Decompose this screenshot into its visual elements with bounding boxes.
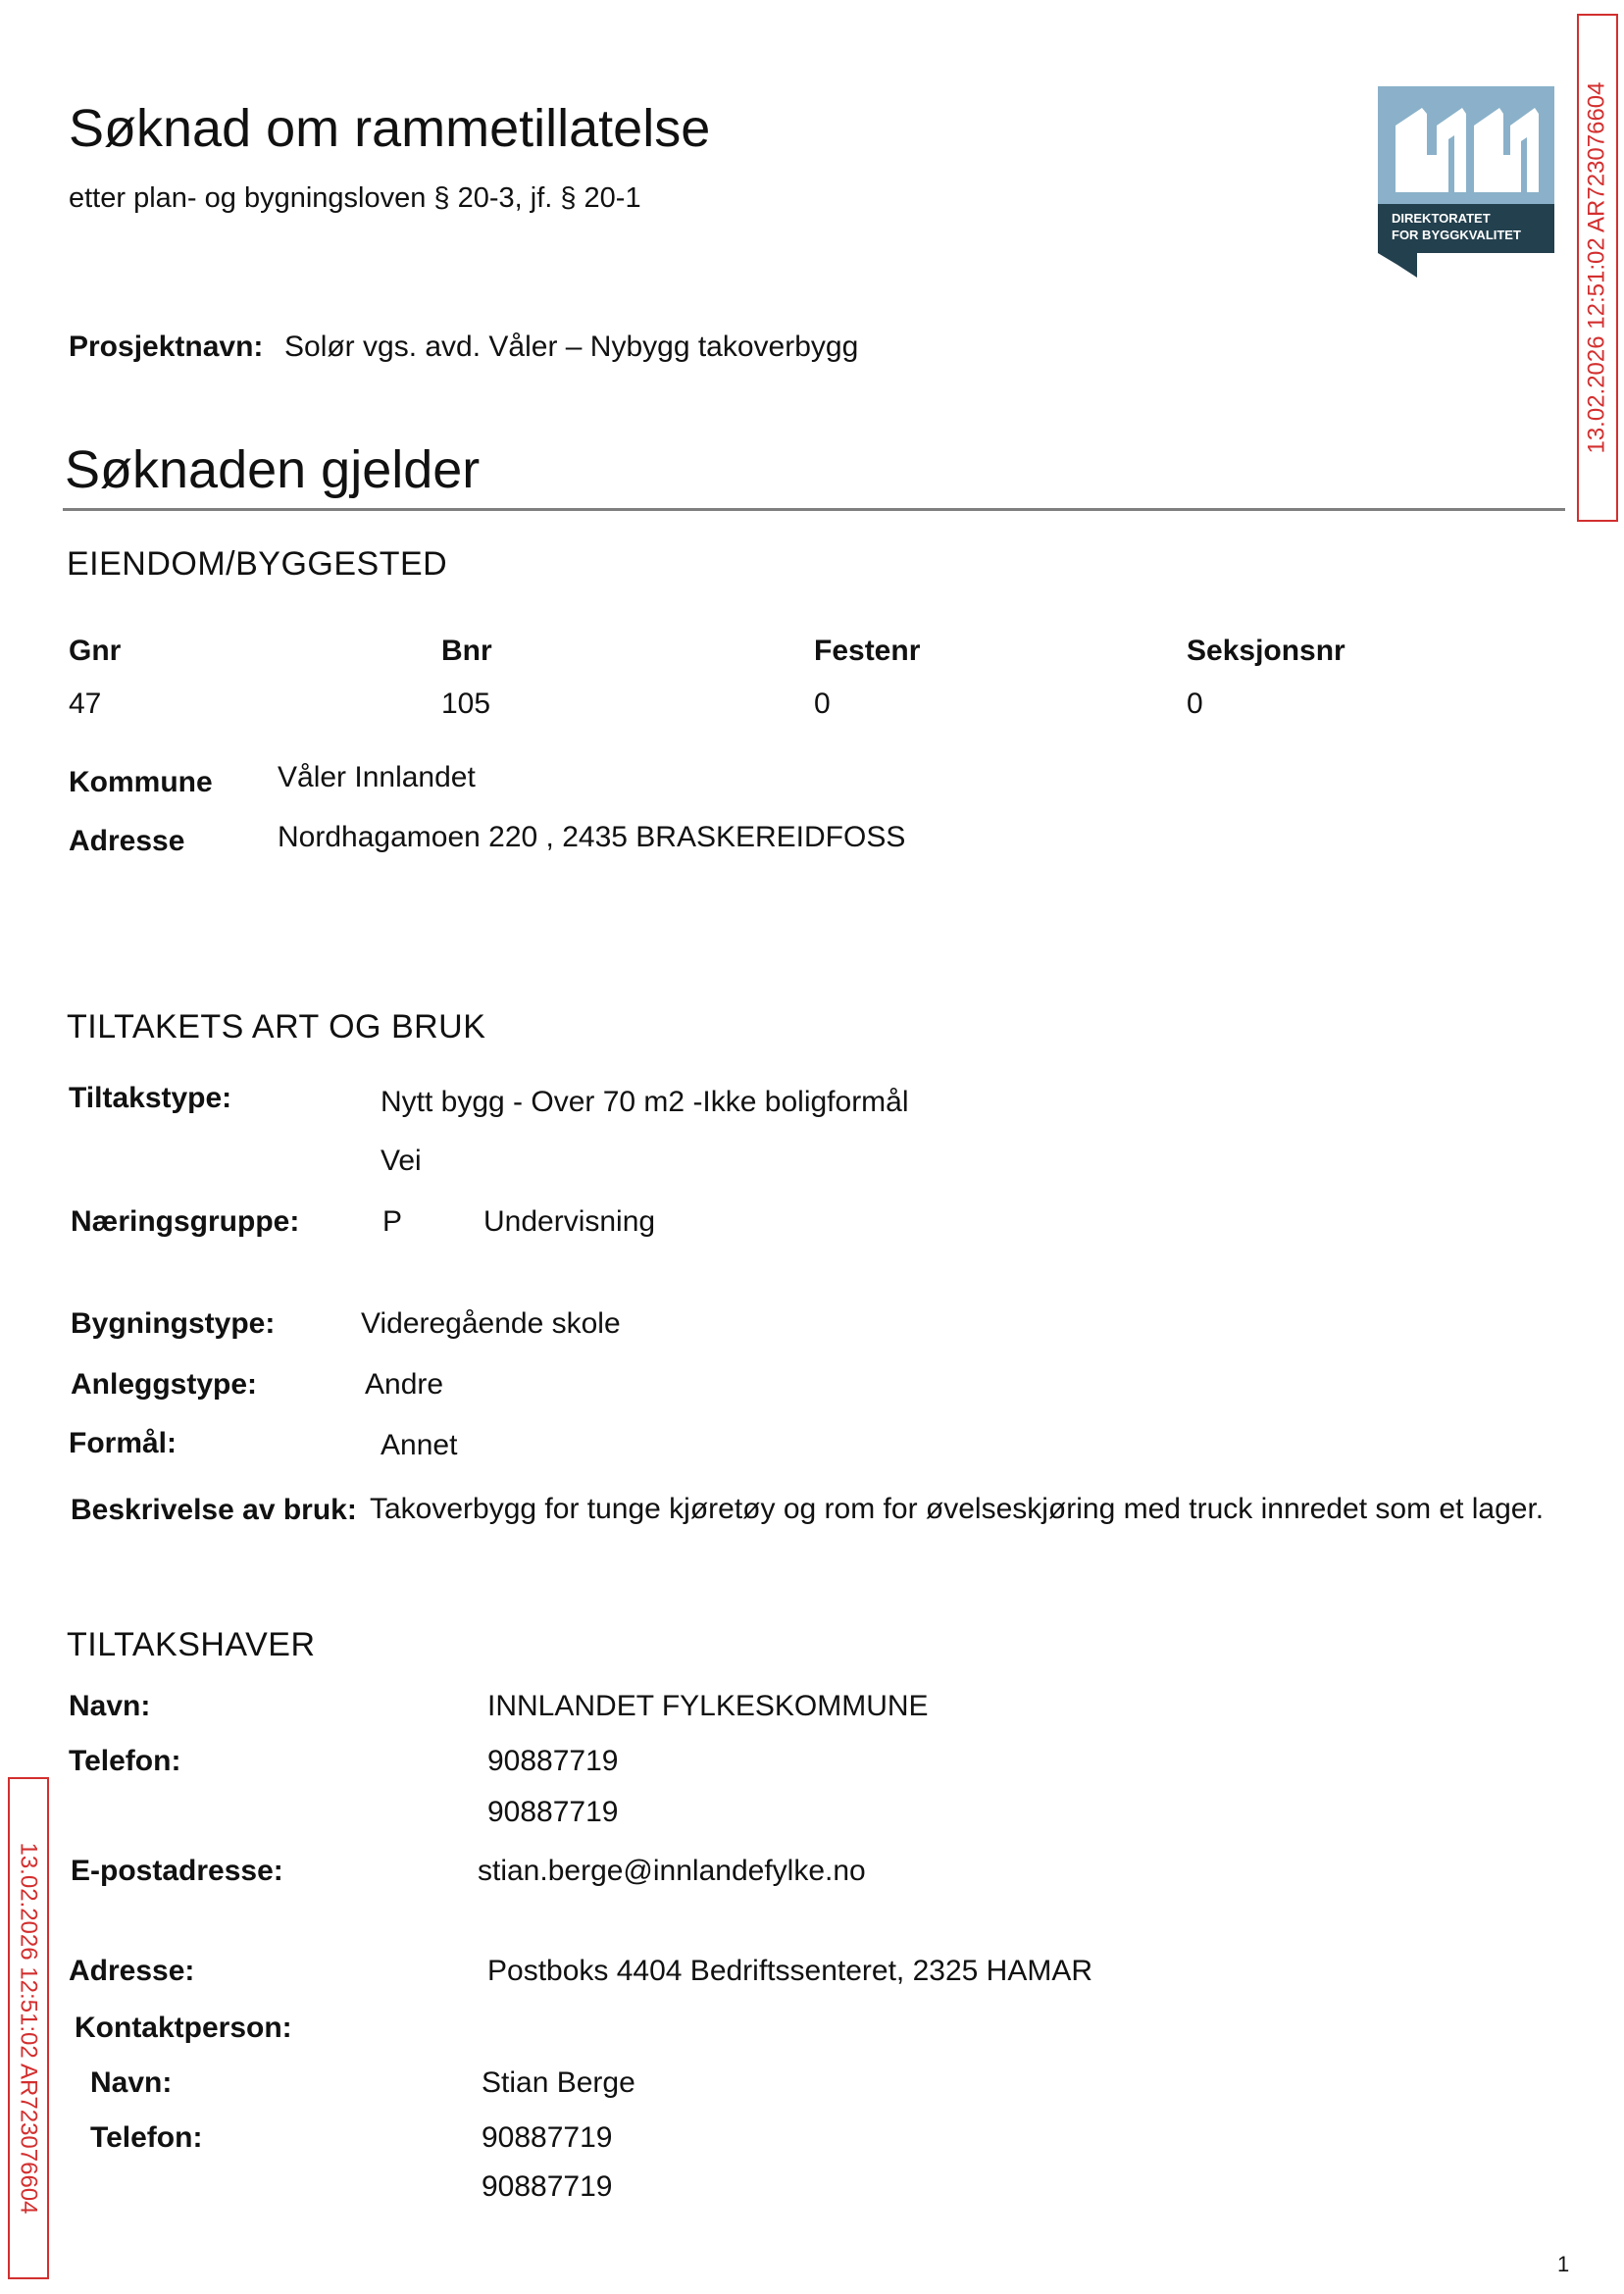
naeringsgruppe-value: Undervisning bbox=[483, 1205, 656, 1238]
kommune-label: Kommune bbox=[69, 766, 213, 798]
tiltakshaver-adresse-label: Adresse: bbox=[69, 1955, 195, 1987]
page-title: Søknad om rammetillatelse bbox=[69, 99, 711, 158]
dibk-logo bbox=[1378, 86, 1554, 282]
naeringsgruppe-code: P bbox=[382, 1205, 403, 1238]
logo-line1: DIREKTORATET bbox=[1392, 211, 1491, 226]
project-name-label: Prosjektnavn: bbox=[69, 331, 264, 363]
beskrivelse-label: Beskrivelse av bruk: bbox=[71, 1494, 357, 1526]
tiltakshaver-navn-value: INNLANDET FYLKESKOMMUNE bbox=[487, 1690, 929, 1722]
tiltakstype-value-2: Vei bbox=[381, 1145, 422, 1177]
logo-line2: FOR BYGGKVALITET bbox=[1392, 228, 1521, 242]
bygningstype-label: Bygningstype: bbox=[71, 1307, 276, 1340]
project-name-value: Solør vgs. avd. Våler – Nybygg takoverbygg bbox=[284, 331, 859, 363]
festenr-value: 0 bbox=[814, 688, 831, 720]
section-heading: Søknaden gjelder bbox=[65, 440, 481, 499]
kontakt-telefon-2: 90887719 bbox=[482, 2170, 613, 2203]
page-subtitle: etter plan- og bygningsloven § 20-3, jf. § 20-1 bbox=[69, 182, 641, 214]
festenr-label: Festenr bbox=[814, 635, 921, 667]
bnr-label: Bnr bbox=[441, 635, 492, 667]
tiltakshaver-adresse-value: Postboks 4404 Bedriftssenteret, 2325 HAMAR bbox=[487, 1955, 1092, 1987]
tiltakstype-label: Tiltakstype: bbox=[69, 1082, 232, 1114]
anleggstype-label: Anleggstype: bbox=[71, 1368, 258, 1401]
stamp-text: 13.02.2026 12:51:02 AR723076604 bbox=[16, 1842, 42, 2215]
document-stamp-right bbox=[1577, 14, 1618, 522]
page-number: 1 bbox=[1557, 2252, 1570, 2276]
beskrivelse-value: Takoverbygg for tunge kjøretøy og rom for øvelseskjøring med truck innredet som et lager. bbox=[370, 1493, 1545, 1525]
stamp-text: 13.02.2026 12:51:02 AR723076604 bbox=[1584, 81, 1610, 454]
seksjonsnr-value: 0 bbox=[1187, 688, 1203, 720]
kontakt-telefon-1: 90887719 bbox=[482, 2121, 613, 2154]
tiltakshaver-telefon-label: Telefon: bbox=[69, 1745, 181, 1777]
eiendom-heading: EIENDOM/BYGGESTED bbox=[67, 545, 448, 583]
section-divider bbox=[63, 508, 1565, 511]
tiltakshaver-navn-label: Navn: bbox=[69, 1690, 151, 1722]
gnr-label: Gnr bbox=[69, 635, 122, 667]
kontakt-navn-label: Navn: bbox=[90, 2066, 173, 2099]
bnr-value: 105 bbox=[441, 688, 491, 720]
bygningstype-value: Videregående skole bbox=[361, 1307, 621, 1340]
kontaktperson-label: Kontaktperson: bbox=[75, 2012, 292, 2044]
anleggstype-value: Andre bbox=[365, 1368, 444, 1401]
formal-value: Annet bbox=[381, 1429, 458, 1461]
kommune-value: Våler Innlandet bbox=[278, 761, 476, 793]
kontakt-navn-value: Stian Berge bbox=[482, 2066, 635, 2099]
naeringsgruppe-label: Næringsgruppe: bbox=[71, 1205, 300, 1238]
tiltakshaver-heading: TILTAKSHAVER bbox=[67, 1626, 316, 1663]
tiltakstype-value-1: Nytt bygg - Over 70 m2 -Ikke boligformål bbox=[381, 1086, 909, 1118]
document-stamp-left bbox=[8, 1777, 49, 2279]
adresse-label: Adresse bbox=[69, 825, 185, 857]
tiltak-heading: TILTAKETS ART OG BRUK bbox=[67, 1008, 486, 1045]
formal-label: Formål: bbox=[69, 1427, 178, 1459]
epost-value: stian.berge@innlandefylke.no bbox=[478, 1855, 866, 1887]
adresse-value: Nordhagamoen 220 , 2435 BRASKEREIDFOSS bbox=[278, 821, 906, 853]
tiltakshaver-telefon-1: 90887719 bbox=[487, 1745, 619, 1777]
kontakt-telefon-label: Telefon: bbox=[90, 2121, 203, 2154]
epost-label: E-postadresse: bbox=[71, 1855, 283, 1887]
gnr-value: 47 bbox=[69, 688, 102, 720]
tiltakshaver-telefon-2: 90887719 bbox=[487, 1796, 619, 1828]
seksjonsnr-label: Seksjonsnr bbox=[1187, 635, 1345, 667]
